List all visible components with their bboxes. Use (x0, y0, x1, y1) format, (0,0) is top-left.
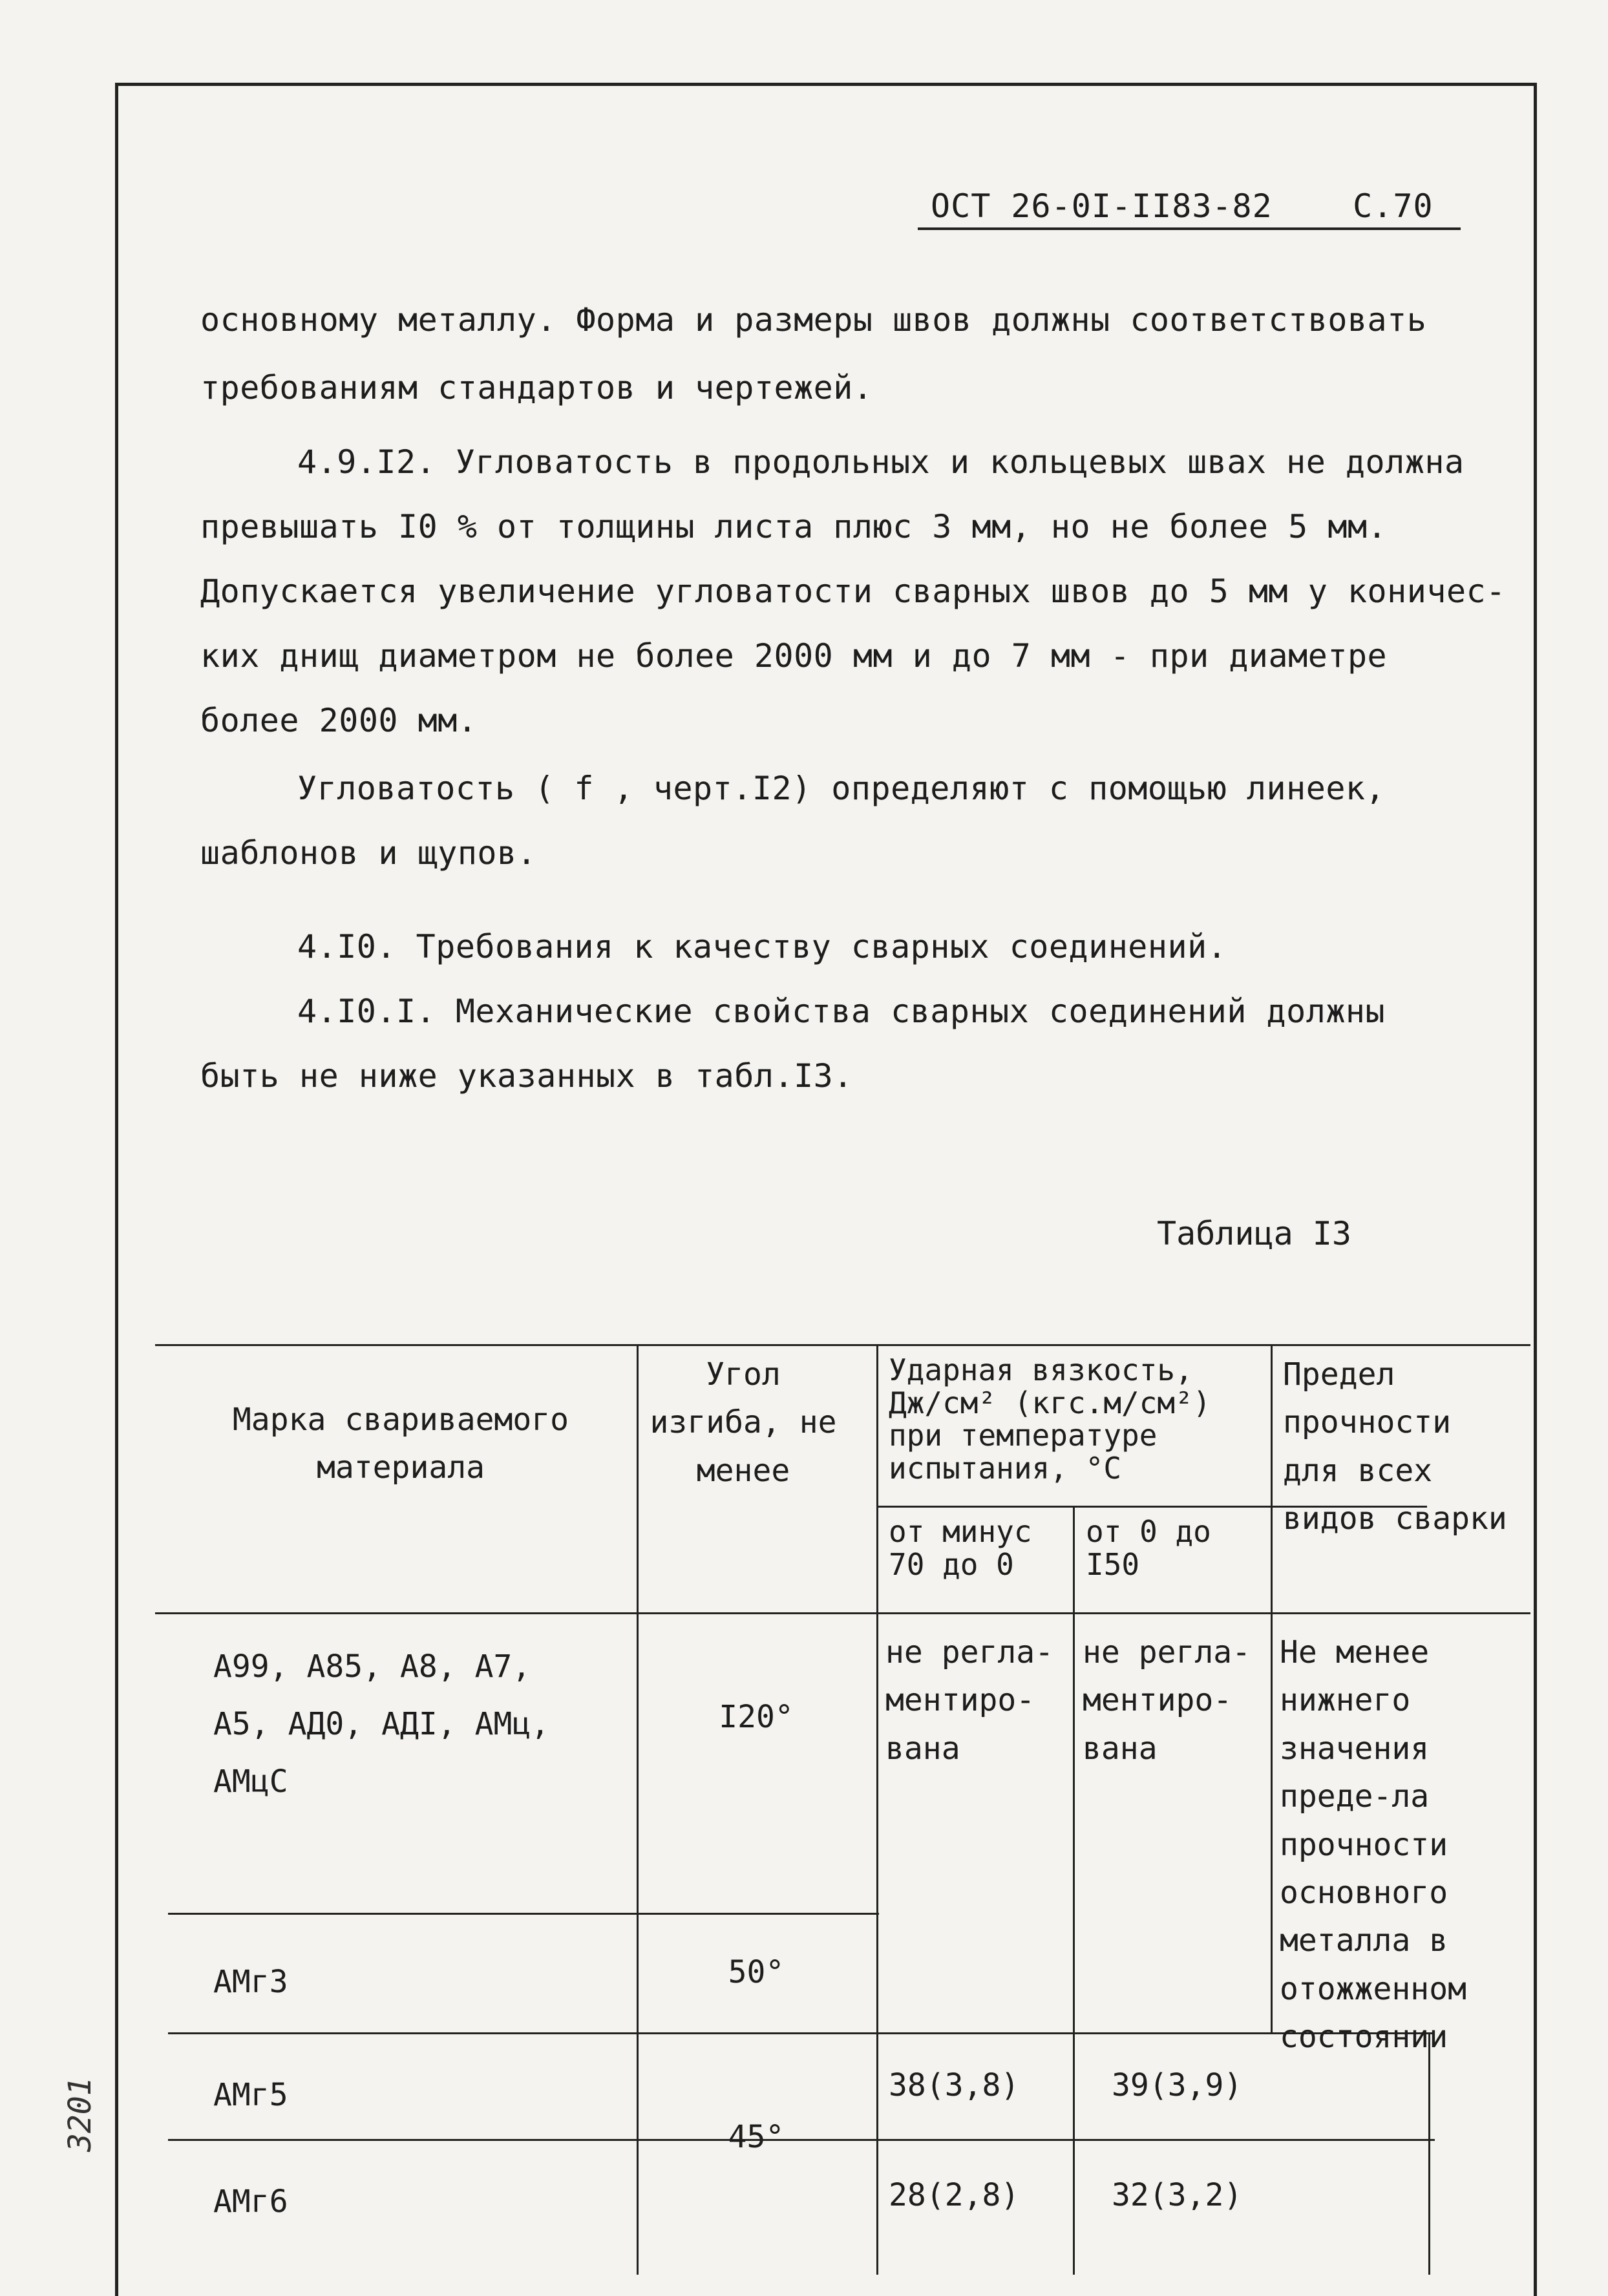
row-angle: 45° (728, 2119, 785, 2155)
paragraph-line: быть не ниже указанных в табл.I3. (200, 1057, 853, 1095)
paragraph-line: 4.I0.I. Механические свойства сварных соединений должны (297, 993, 1386, 1030)
properties-table (155, 1344, 1530, 2275)
paragraph-line: 4.9.I2. Угловатость в продольных и кольцевых швах не должна (297, 443, 1465, 481)
paragraph-line: превышать I0 % от толщины листа плюс 3 мм, но не более 5 мм. (200, 508, 1388, 545)
row-material: АМг6 (213, 2184, 288, 2220)
paragraph-line: основному металлу. Форма и размеры швов должны соответствовать (200, 301, 1427, 339)
paragraph-line: требованиям стандартов и чертежей. (200, 369, 873, 406)
row-impact2: 39(3,9) (1112, 2067, 1243, 2103)
header-impact-sub1: от минус 70 до 0 (889, 1514, 1032, 1582)
row-material: АМг3 (213, 1964, 288, 2000)
row-material: АМг5 (213, 2077, 288, 2113)
paragraph-line: Угловатость ( f , черт.I2) определяют с помощью линеек, (297, 770, 1386, 807)
strength-value: Не менее нижнего значения преде-ла прочности основного металла в отожженном состоянии (1280, 1634, 1466, 2056)
table-caption: Таблица I3 (1157, 1215, 1352, 1252)
page-header (931, 187, 1433, 225)
row-angle: 50° (728, 1954, 785, 1990)
row-impact1: 38(3,8) (889, 2067, 1020, 2103)
row-impact2: не регла-ментиро-вана (1083, 1634, 1251, 1767)
page-number: С.70 (1353, 187, 1433, 225)
doc-number: ОСТ 26-0I-II83-82 (931, 187, 1273, 225)
margin-note: 3201 (62, 2077, 98, 2152)
header-rule (918, 227, 1461, 230)
header-material: Марка свариваемого материала (232, 1402, 569, 1486)
paragraph-line: более 2000 мм. (200, 702, 478, 739)
header-impact: Ударная вязкость, Дж/см² (кгс.м/см²) при температуре испытания, °С (889, 1353, 1211, 1486)
header-strength: Предел прочности для всех видов сварки (1283, 1356, 1507, 1537)
section-heading: 4.I0. Требования к качеству сварных соединений. (297, 928, 1227, 965)
row-impact1: 28(2,8) (889, 2177, 1020, 2213)
row-angle: I20° (719, 1699, 794, 1735)
paragraph-line: шаблонов и щупов. (200, 834, 537, 872)
paragraph-line: Допускается увеличение угловатости сварных швов до 5 мм у коничес- (200, 573, 1506, 610)
header-angle: Угол изгиба, не менее (650, 1356, 837, 1489)
row-material: А99, А85, А8, А7, А5, АД0, АДI, АМц, АМцС (213, 1648, 550, 1800)
paragraph-line: ких днищ диаметром не более 2000 мм и до 7 мм - при диаметре (200, 637, 1388, 675)
header-impact-sub2: от 0 до I50 (1086, 1514, 1211, 1582)
row-impact1: не регла-ментиро-вана (885, 1634, 1054, 1767)
row-impact2: 32(3,2) (1112, 2177, 1243, 2213)
